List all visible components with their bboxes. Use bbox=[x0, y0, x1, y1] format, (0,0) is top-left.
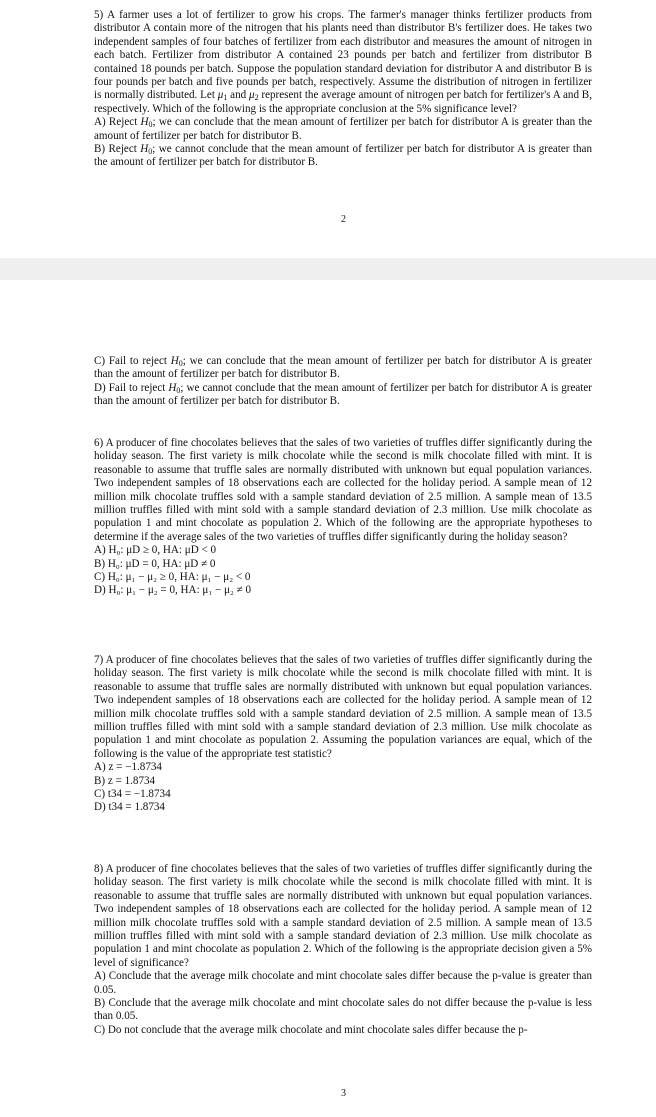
question-8-option-a: A) Conclude that the average milk chocolate and mint chocolate sales differ because the p-value is greater than 0.05. bbox=[94, 970, 592, 996]
question-7-option-c: C) t34 = −1.8734 bbox=[94, 788, 171, 801]
document-page-3 bbox=[0, 280, 656, 1117]
question-8-option-c: C) Do not conclude that the average milk chocolate and mint chocolate sales differ because the p- bbox=[94, 1023, 528, 1036]
question-5-option-d: D) Fail to reject $H_0$; we cannot conclude that the mean amount of fertilizer per batch for distributor A is greater than the amount of fertilizer per batch for distributor B. bbox=[94, 381, 592, 408]
question-6-option-d: D) H₀: μ₁ − μ₂ = 0, HA: μ₁ − μ₂ ≠ 0 bbox=[94, 584, 252, 597]
document-page-2 bbox=[0, 0, 656, 258]
question-5-option-c: C) Fail to reject $H_0$; we can conclude that the mean amount of fertilizer per batch for distributor A is greater than the amount of fertilizer per batch for distributor B. bbox=[94, 355, 592, 381]
question-8-stem: 8) A producer of fine chocolates believes that the sales of two varieties of truffles differ significantly during the holiday season. The first variety is milk chocolate while the second is milk chocolate filled with mint. It is reasonable to assume that truffle sales are normally distributed with unknown but equal population variances. Two independent samples of 18 observations each are collected for the holiday period. A sample mean of 12 million milk chocolate truffles sold with a sample standard deviation of 2.5 million. A sample mean of 13.5 million truffles filled with mint sold with a sample standard deviation of 2.3 million. Use milk chocolate as population 1 and mint chocolate as population 2. Which of the following is the appropriate decision given a 5% level of significance? bbox=[94, 863, 592, 969]
question-7-stem: 7) A producer of fine chocolates believes that the sales of two varieties of truffles differ significantly during the holiday season. The first variety is milk chocolate while the second is milk chocolate filled with mint. It is reasonable to assume that truffle sales are normally distributed with unknown but equal population variances. Two independent samples of 18 observations each are collected for the holiday period. A sample mean of 12 million milk chocolate truffles sold with a sample standard deviation of 2.5 million. A sample mean of 13.5 million truffles filled with mint sold with a sample standard deviation of 2.3 million. Use milk chocolate as population 1 and mint chocolate as population 2. Assuming the population variances are equal, which of the following is the value of the appropriate test statistic? bbox=[94, 654, 592, 760]
question-8-option-b: B) Conclude that the average milk chocolate and mint chocolate sales do not differ because the p-value is less than 0.05. bbox=[94, 997, 592, 1023]
question-6-stem: 6) A producer of fine chocolates believes that the sales of two varieties of truffles differ significantly during the holiday season. The first variety is milk chocolate while the second is milk chocolate filled with mint. It is reasonable to assume that truffle sales are normally distributed with unknown but equal population variances. Two independent samples of 18 observations each are collected for the holiday period. A sample mean of 12 million milk chocolate truffles sold with a sample standard deviation of 2.5 million. A sample mean of 13.5 million truffles filled with mint sold with a sample standard deviation of 2.3 million. Use milk chocolate as population 1 and mint chocolate as population 2. Which of the following are the appropriate hypotheses to determine if the average sales of the two varieties of truffles differ significantly during the holiday season? bbox=[94, 437, 592, 543]
question-8 bbox=[94, 863, 592, 1037]
page-number: 3 bbox=[341, 1088, 346, 1099]
question-7 bbox=[94, 654, 592, 815]
question-6 bbox=[94, 437, 592, 598]
question-6-option-c: C) H₀: μ₁ − μ₂ ≥ 0, HA: μ₁ − μ₂ < 0 bbox=[94, 571, 251, 584]
question-7-option-a: A) z = −1.8734 bbox=[94, 761, 162, 774]
page-divider bbox=[0, 258, 656, 280]
question-5 bbox=[94, 9, 592, 170]
question-7-option-b: B) z = 1.8734 bbox=[94, 774, 156, 787]
question-6-option-a: A) H₀: μD ≥ 0, HA: μD < 0 bbox=[94, 544, 217, 557]
question-5-continued bbox=[94, 355, 592, 409]
question-5-option-a: A) Reject $H_0$; we can conclude that the mean amount of fertilizer per batch for distributor A is greater than the amount of fertilizer per batch for distributor B. bbox=[94, 116, 593, 142]
question-6-option-b: B) H₀: μD = 0, HA: μD ≠ 0 bbox=[94, 557, 216, 570]
page-number: 2 bbox=[341, 214, 346, 225]
question-5-stem: 5) A farmer uses a lot of fertilizer to grow his crops. The farmer's manager thinks fertilizer products from distributor A contain more of the nitrogen that his plants need than distributor B's fertilizer does. He takes two independent samples of four batches of fertilizer from each distributor and measures the amount of nitrogen in each batch. Fertilizer from distributor A contained 23 pounds per batch and fertilizer from distributor B contained 18 pounds per batch. Suppose the population standard deviation for distributor A and distributor B is four pounds per batch and five pounds per batch, respectively. Assume the distribution of nitrogen in fertilizer is normally distributed. Let $\mu_1$ and $\mu_2$ represent the average amount of nitrogen per batch for fertilizer's A and B, respectively. Which of the following is the appropriate conclusion at the 5% significance level? bbox=[94, 9, 592, 115]
question-5-option-b: B) Reject $H_0$; we cannot conclude that the mean amount of fertilizer per batch for distributor A is greater than the amount of fertilizer per batch for distributor B. bbox=[94, 143, 592, 169]
question-7-option-d: D) t34 = 1.8734 bbox=[94, 801, 165, 814]
